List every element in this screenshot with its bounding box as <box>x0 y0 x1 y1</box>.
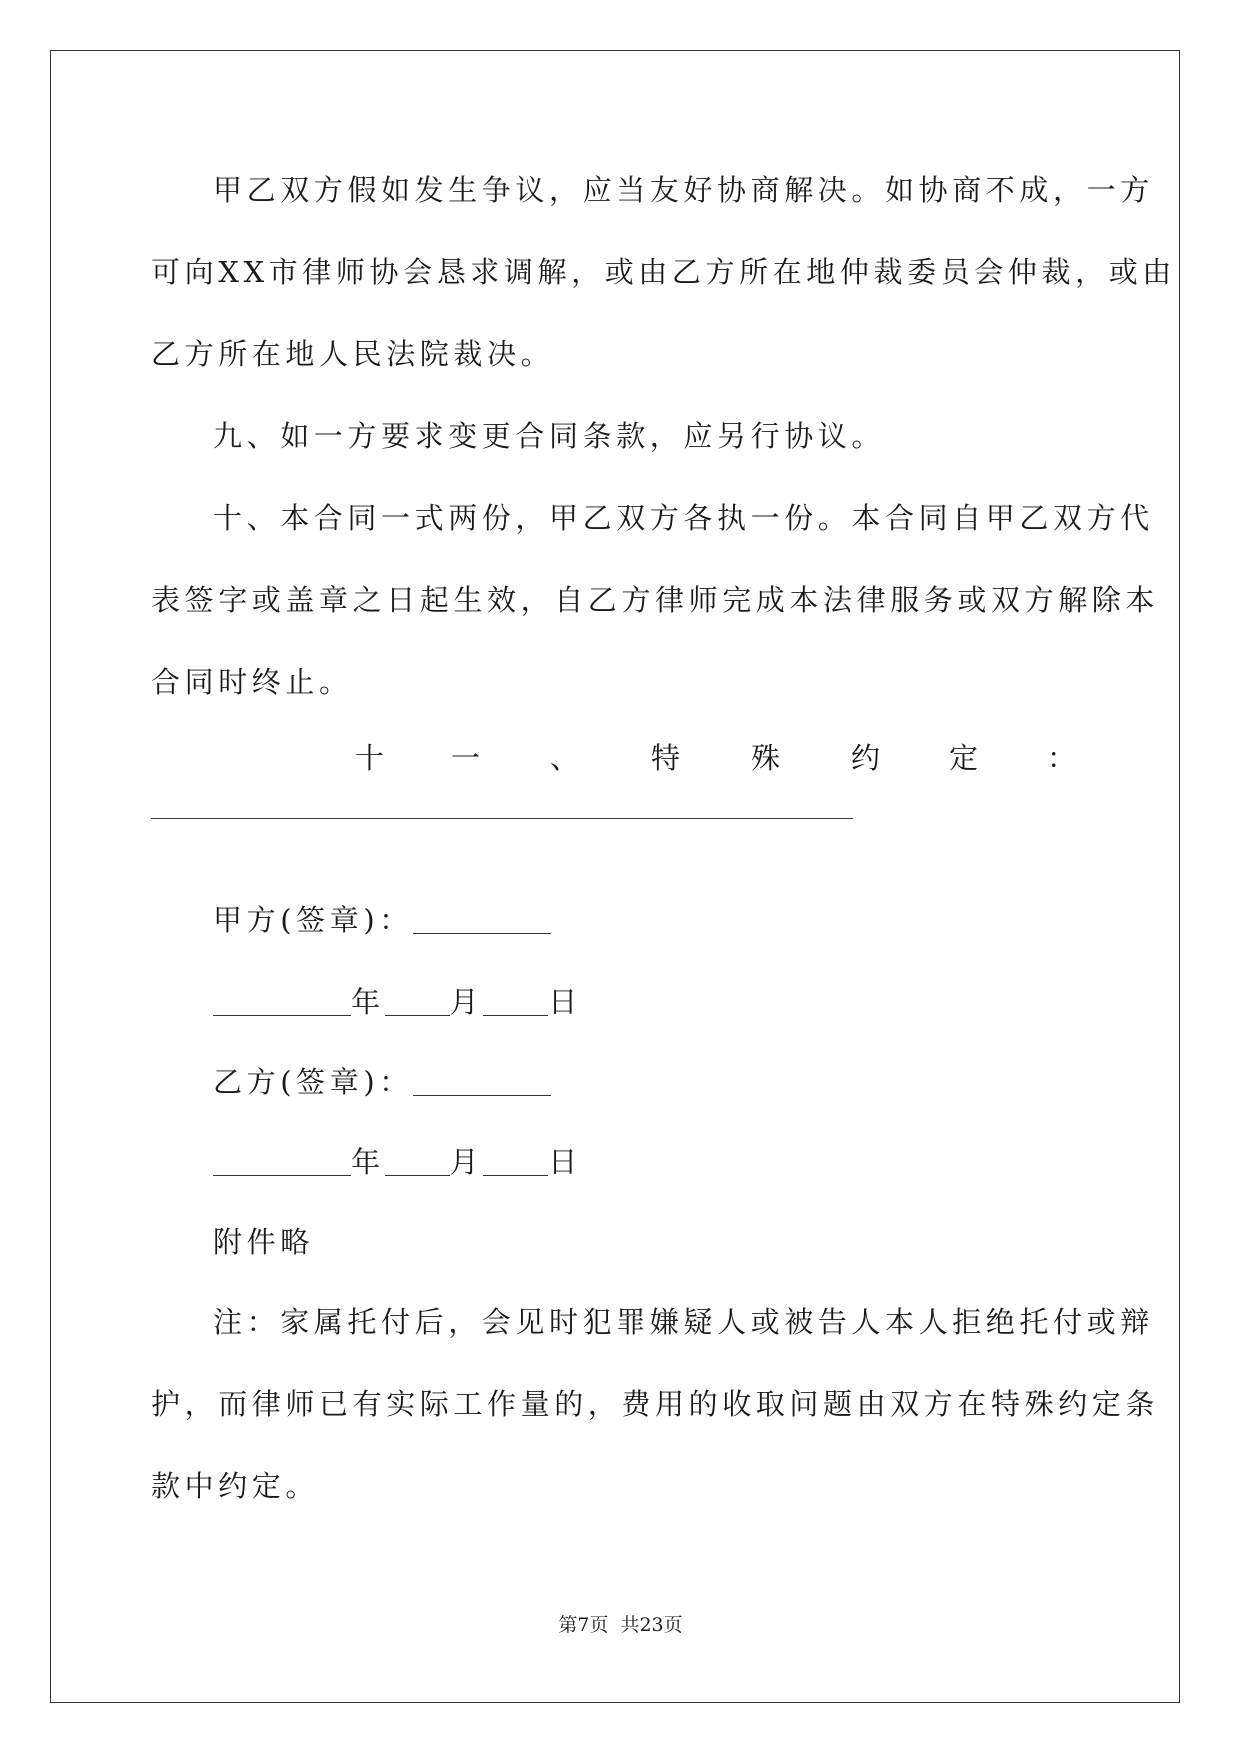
attachment-note: 附件略 <box>213 1225 314 1259</box>
note-line-2: 护，而律师已有实际工作量的，费用的收取问题由双方在特殊约定条 <box>151 1387 1160 1421</box>
clause-ten-line-2: 表签字或盖章之日起生效，自乙方律师完成本法律服务或双方解除本 <box>151 583 1160 617</box>
year-label: 年 <box>351 1145 385 1179</box>
day-label: 日 <box>548 1145 582 1179</box>
special-terms-blank-line <box>151 818 853 819</box>
special-terms-char: 十 <box>355 741 385 775</box>
clause-eleven-special-terms <box>151 738 1081 778</box>
page-footer <box>0 1610 1241 1637</box>
note-line-1: 注：家属托付后，会见时犯罪嫌疑人或被告人本人拒绝托付或辩 <box>213 1305 1154 1339</box>
paragraph-dispute-line-2: 可向XX市律师协会恳求调解，或由乙方所在地仲裁委员会仲裁，或由 <box>151 255 1176 289</box>
special-terms-char: 殊 <box>751 741 781 775</box>
page-number: 第7页 <box>558 1614 609 1636</box>
party-a-month-blank <box>385 985 450 1016</box>
party-b-year-blank <box>213 1145 351 1176</box>
month-label: 月 <box>449 985 484 1019</box>
special-terms-char: 特 <box>651 741 681 775</box>
month-label: 月 <box>449 1145 484 1179</box>
party-a-day-blank <box>483 985 548 1016</box>
party-b-month-blank <box>385 1145 450 1176</box>
party-b-day-blank <box>483 1145 548 1176</box>
party-a-label: 甲方(签章)： <box>213 903 413 937</box>
paragraph-dispute-line-1: 甲乙双方假如发生争议，应当友好协商解决。如协商不成，一方 <box>213 173 1154 207</box>
party-a-date-row <box>213 982 582 1022</box>
paragraph-dispute-line-3: 乙方所在地人民法院裁决。 <box>151 337 555 371</box>
clause-ten-line-1: 十、本合同一式两份，甲乙双方各执一份。本合同自甲乙双方代 <box>213 501 1154 535</box>
special-terms-char: ： <box>1047 741 1077 775</box>
note-line-3: 款中约定。 <box>151 1469 320 1503</box>
party-b-signature-blank <box>413 1065 551 1096</box>
special-terms-char: 、 <box>550 741 580 775</box>
special-terms-char: 定 <box>949 741 979 775</box>
party-a-signature-row <box>213 900 551 940</box>
special-terms-char: 一 <box>451 741 481 775</box>
party-a-year-blank <box>213 985 351 1016</box>
day-label: 日 <box>548 985 582 1019</box>
party-b-signature-row <box>213 1062 551 1102</box>
clause-ten-line-3: 合同时终止。 <box>151 665 353 699</box>
special-terms-char: 约 <box>851 741 881 775</box>
party-a-signature-blank <box>413 903 551 934</box>
party-b-date-row <box>213 1142 582 1182</box>
year-label: 年 <box>351 985 385 1019</box>
clause-nine: 九、如一方要求变更合同条款，应另行协议。 <box>213 419 886 453</box>
page-border <box>50 50 1180 1703</box>
party-b-label: 乙方(签章)： <box>213 1065 413 1099</box>
page-total: 共23页 <box>620 1614 683 1636</box>
